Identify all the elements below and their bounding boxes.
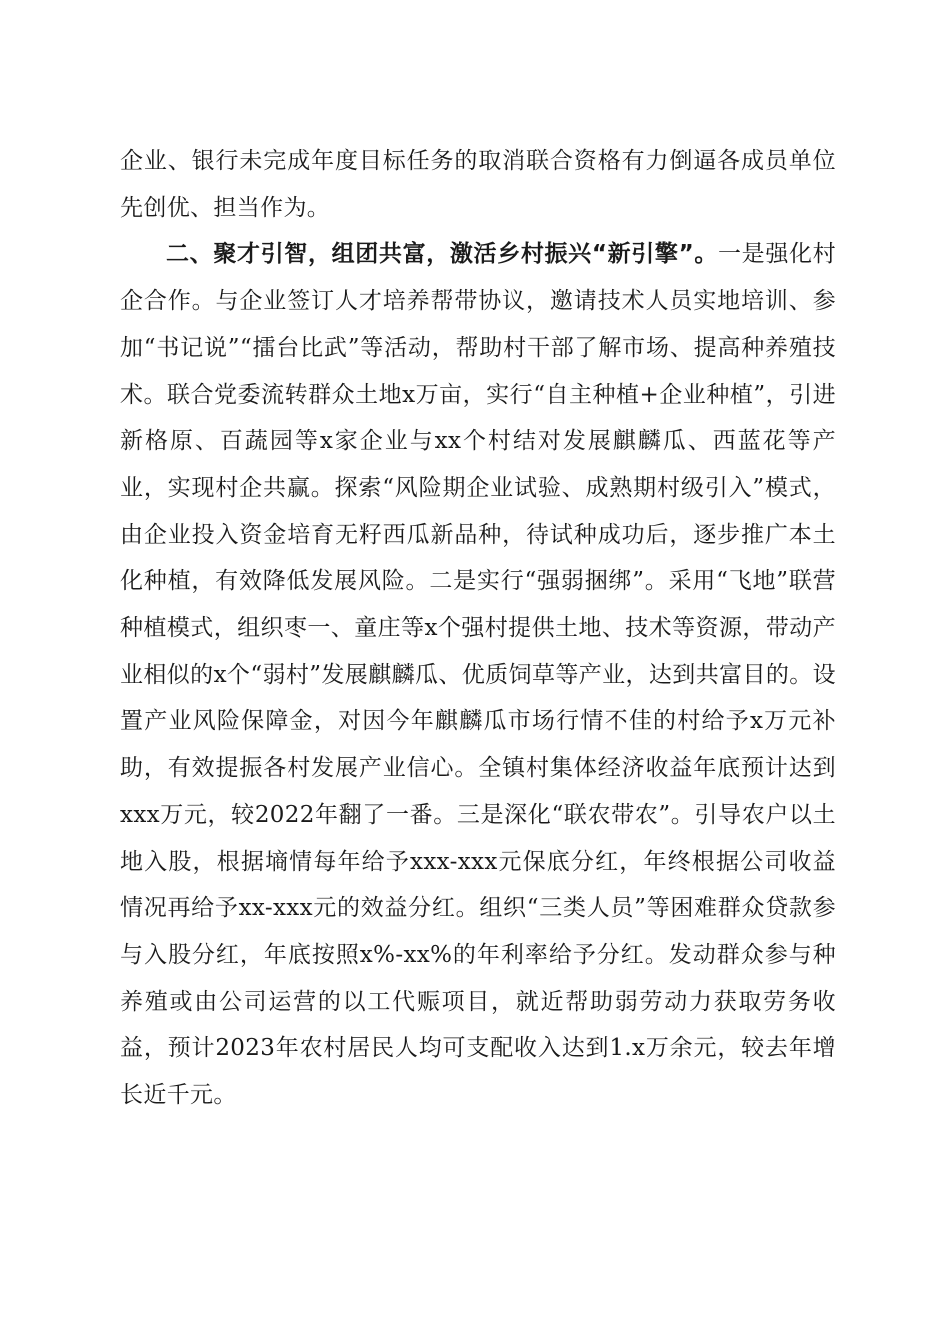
section-body-text: 一是强化村企合作。与企业签订人才培养帮带协议，邀请技术人员实地培训、参加“书记说”“擂台比武”等活动，帮助村干部了解市场、提高种养殖技术。联合党委流转群众土地x万亩，实行“自主种植+企业种植”，引进新格原、百蔬园等x家企业与xx个村结对发展麒麟瓜、西蓝花等产业，实现村企共赢。探索“风险期企业试验、成熟期村级引入”模式，由企业投入资金培育无籽西瓜新品种，待试种成功后，逐步推广本土化种植，有效降低发展风险。二是实行“强弱捆绑”。采用“飞地”联营种植模式，组织枣一、童庄等x个强村提供土地、技术等资源，带动产业相似的x个“弱村”发展麒麟瓜、优质饲草等产业，达到共富目的。设置产业风险保障金，对因今年麒麟瓜市场行情不佳的村给予x万元补助，有效提振各村发展产业信心。全镇村集体经济收益年底预计达到xxx万元，较2022年翻了一番。三是深化“联农带农”。引导农户以土地入股，根据墒情每年给予xxx-xxx元保底分红，年终根据公司收益情况再给予xx-xxx元的效益分红。组织“三类人员”等困难群众贷款参与入股分红，年底按照x%-xx%的年利率给予分红。发动群众参与种养殖或由公司运营的以工代赈项目，就近帮助弱劳动力获取劳务收益，预计2023年农村居民人均可支配收入达到1.x万余元，较去年增长近千元。	[120, 241, 836, 1109]
paragraph-section-two	[120, 231, 836, 1118]
section-heading: 二、聚才引智，组团共富，激活乡村振兴“新引擎”。	[166, 241, 719, 268]
document-body	[120, 138, 836, 1119]
paragraph-continuation: 企业、银行未完成年度目标任务的取消联合资格有力倒逼各成员单位先创优、担当作为。	[120, 148, 836, 221]
